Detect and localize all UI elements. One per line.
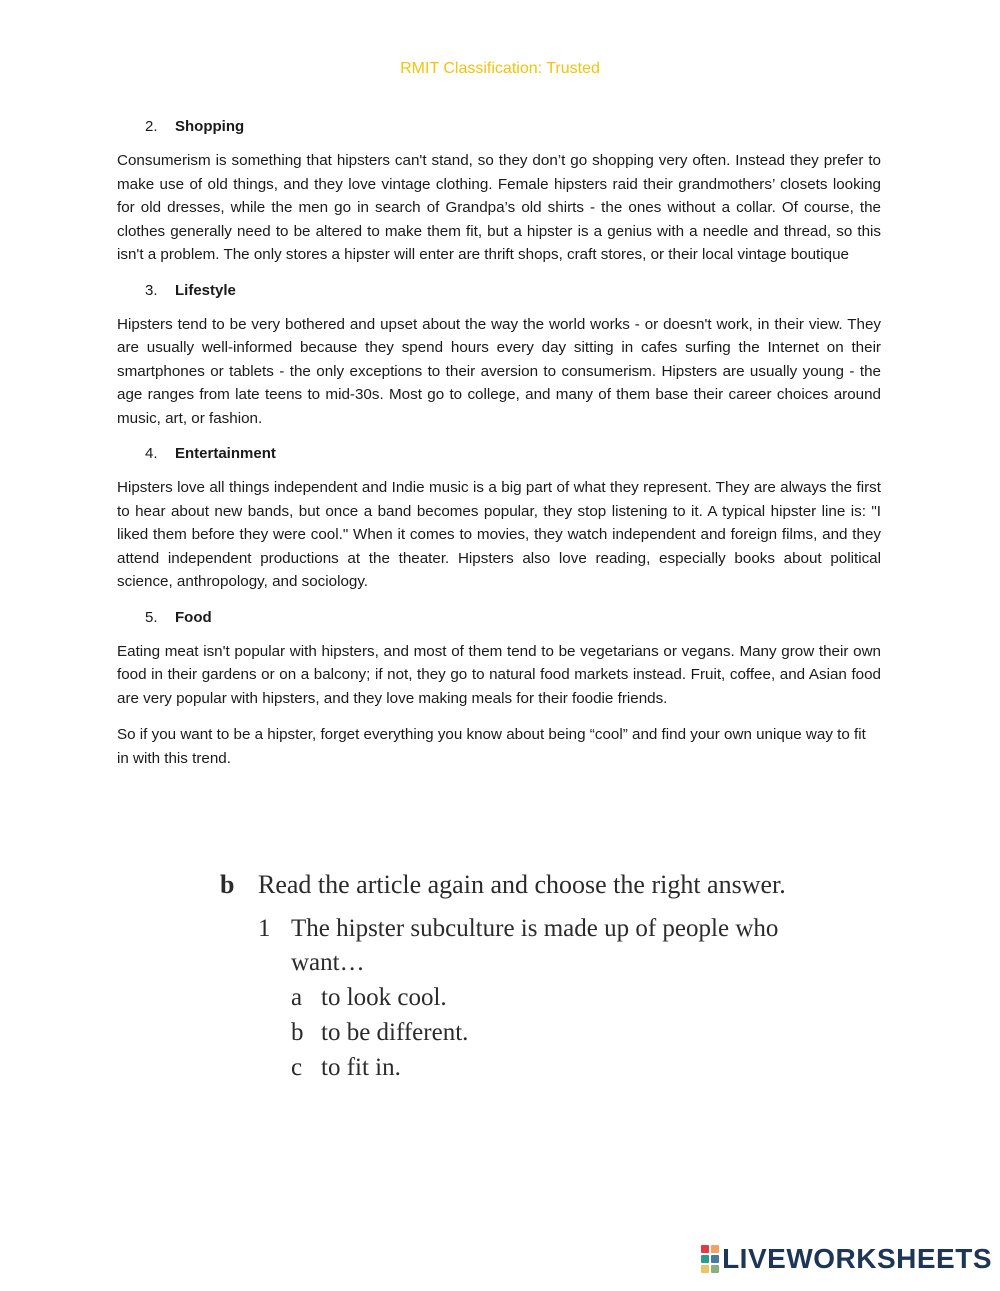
answer-option-b[interactable] xyxy=(291,1015,820,1050)
question-row xyxy=(258,912,820,980)
exercise-instruction-row xyxy=(220,868,820,902)
section-title: Shopping xyxy=(175,118,245,135)
section-food xyxy=(117,607,881,711)
option-letter: b xyxy=(291,1019,304,1046)
question-number: 1 xyxy=(258,915,271,942)
liveworksheets-logo[interactable] xyxy=(701,1243,992,1275)
article-body xyxy=(117,116,881,783)
section-title: Lifestyle xyxy=(175,281,236,299)
section-heading xyxy=(117,443,881,465)
closing-paragraph: So if you want to be a hipster, forget everything you know about being “cool” and find your own unique way to fit in with this trend. xyxy=(117,726,866,767)
section-paragraph: Hipsters love all things independent and Indie music is a big part of what they represent. They are always the first to hear about new bands, but once a band becomes popular, they stop listening to it. A typical hipster line is: "I liked them before they were cool." When it comes to movies, they watch independent and foreign films, and they attend independent productions at the theater. Hipsters also love reading, especially books about political science, anthropology, and sociology. xyxy=(117,479,881,590)
section-paragraph: Eating meat isn't popular with hipsters, and most of them tend to be vegetarians or vegans. Many grow their own food in their gardens or on a balcony; if not, they go to natural food markets instead. Fruit, coffee, and Asian food are very popular with hipsters, and they love making meals for their foodie friends. xyxy=(117,642,881,707)
section-lifestyle xyxy=(117,280,881,431)
section-number: 2. xyxy=(145,118,158,135)
answer-option-a[interactable] xyxy=(291,980,820,1015)
section-entertainment xyxy=(117,443,881,594)
option-letter: a xyxy=(291,984,303,1011)
section-paragraph: Consumerism is something that hipsters can't stand, so they don’t go shopping very often. Instead they prefer to make use of old things, and they love vintage clothing. Female hipsters raid their grandmothers’ closets looking for old dresses, while the men go in search of Grandpa’s old shirts - the ones without a collar. Of course, the clothes generally need to be altered to make them fit, but a hipster is a genius with a needle and thread, so this isn't a problem. The only stores a hipster will enter are thrift shops, craft stores, or their local vintage boutique xyxy=(117,152,881,263)
question xyxy=(258,912,820,1085)
section-number: 4. xyxy=(145,445,158,462)
section-shopping xyxy=(117,116,881,267)
option-text: to look cool. xyxy=(321,984,447,1011)
question-text: The hipster subculture is made up of people who want… xyxy=(291,915,779,976)
classification-label: RMIT Classification: Trusted xyxy=(400,60,600,77)
section-title: Food xyxy=(175,608,212,626)
section-number: 5. xyxy=(145,608,158,626)
exercise-letter: b xyxy=(220,870,235,899)
section-paragraph: Hipsters tend to be very bothered and upset about the way the world works - or doesn't work, in their view. They are usually well-informed because they spend hours every day sitting in cafes surfing the Internet on their smartphones or tablets - the only exceptions to their aversion to consumerism. Hipsters are usually young - the age ranges from late teens to mid-30s. Most go to college, and many of them base their career choices around music, art, or fashion. xyxy=(117,315,881,427)
section-heading xyxy=(117,280,881,302)
section-number: 3. xyxy=(145,281,158,299)
logo-mark-icon xyxy=(701,1245,719,1273)
option-text: to fit in. xyxy=(321,1054,401,1081)
exercise-block xyxy=(220,868,820,1085)
answer-option-c[interactable] xyxy=(291,1050,820,1085)
exercise-instruction: Read the article again and choose the right answer. xyxy=(258,870,786,899)
section-heading xyxy=(117,607,881,629)
option-letter: c xyxy=(291,1054,303,1081)
section-heading xyxy=(117,116,881,138)
brand-name: LIVEWORKSHEETS xyxy=(722,1243,992,1274)
option-text: to be different. xyxy=(321,1019,469,1046)
section-title: Entertainment xyxy=(175,445,276,462)
